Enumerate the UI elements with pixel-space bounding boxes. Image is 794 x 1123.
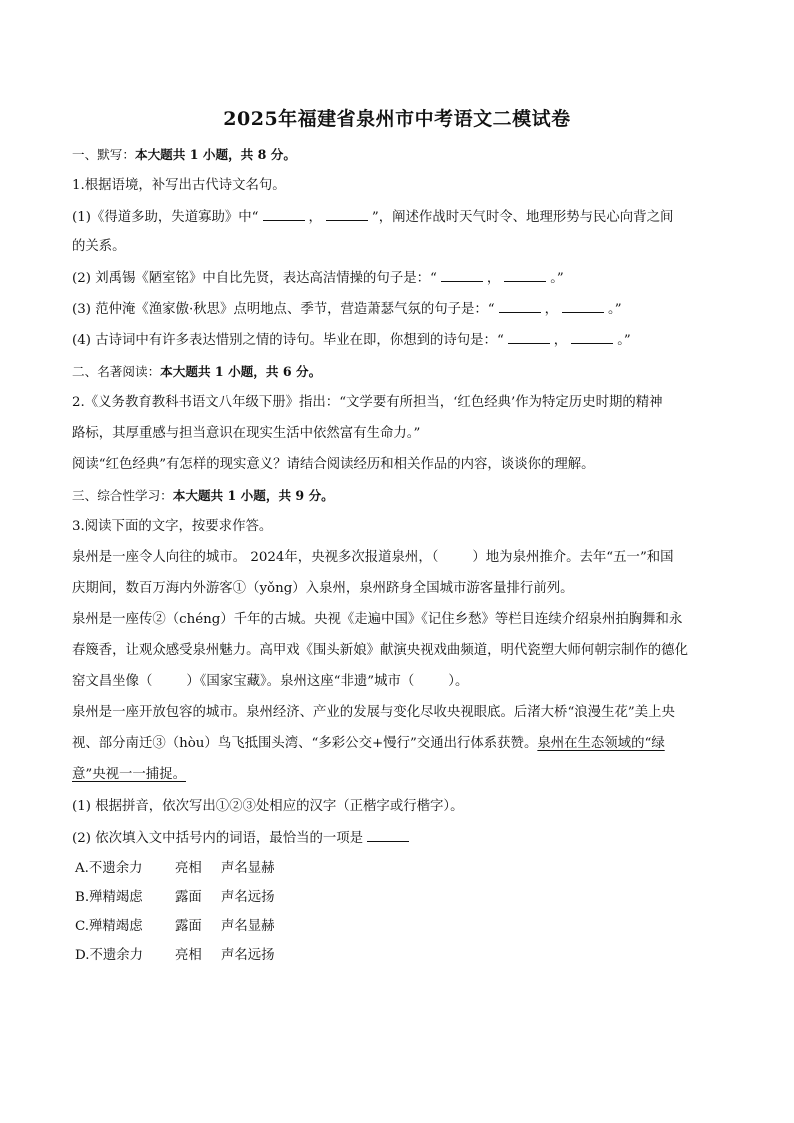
option-c-word-2: 露面 (175, 919, 202, 934)
passage-para-3-line-1: 泉州是一座开放包容的城市。泉州经济、产业的发展与变化尽收央视眼底。后渚大桥“浪漫生花”美上央 (72, 705, 675, 720)
section-1-label: 一、默写： (72, 147, 135, 162)
option-c-word-3: 声名显赫 (221, 919, 275, 934)
answer-blank[interactable] (499, 300, 541, 313)
question-3-sub-1: (1) 根据拼音，依次写出①②③处相应的汉字（正楷字或行楷字）。 (72, 799, 464, 814)
section-heading-1 (72, 146, 722, 164)
option-d-word-3: 声名远扬 (221, 948, 275, 963)
underlined-sentence-cont: 意”央视一一捕捉。 (72, 767, 186, 782)
para3-text-b1: 视、部分南迁③（hòu）鸟飞抵围头湾、“多彩公交+慢行”交通出行体系获赞。 (72, 736, 538, 751)
passage-para-3-line-2 (72, 735, 722, 753)
q1-p2-text-a: (2) 刘禹锡《陋室铭》中自比先贤，表达高洁情操的句子是：“ (72, 271, 437, 286)
answer-blank[interactable] (562, 300, 604, 313)
section-1-info: 本大题共 1 小题，共 8 分。 (134, 147, 296, 162)
para2-text-c3: ）。 (448, 674, 469, 689)
question-2-line-3: 阅读“红色经典”有怎样的现实意义？请结合阅读经历和相关作品的内容，谈谈你的理解。 (72, 457, 595, 472)
para2-text-c1: 窑文昌坐像（ (72, 674, 153, 689)
para1-text-b: ）地为泉州推介。去年“五一”和国 (472, 550, 674, 565)
option-a-word-2: 亮相 (175, 861, 202, 876)
option-c[interactable] (75, 915, 275, 934)
option-b-word-1: B.殚精竭虑 (75, 890, 143, 905)
answer-blank[interactable] (367, 829, 409, 842)
q1-p3-text-a: (3) 范仲淹《渔家傲·秋思》点明地点、季节，营造萧瑟气氛的句子是：“ (72, 302, 495, 317)
option-d[interactable] (75, 944, 275, 963)
question-1-stem: 1.根据语境，补写出古代诗文名句。 (72, 178, 286, 193)
q1-p4-sep: ， (553, 333, 568, 348)
option-a-word-1: A.不遗余力 (75, 861, 143, 876)
answer-blank[interactable] (504, 269, 546, 282)
passage-para-2-line-3 (72, 673, 722, 691)
answer-blank[interactable] (263, 208, 305, 221)
question-2-line-1: 2.《义务教育教科书语文八年级下册》指出：“文学要有所担当，‘红色经典’作为特定历史时期的精神 (72, 395, 663, 410)
q1-p4-text-b: 。” (617, 333, 631, 348)
underlined-sentence: 泉州在生态领域的“绿 (537, 736, 665, 751)
question-2-line-2: 路标，其厚重感与担当意识在现实生活中依然富有生命力。” (72, 426, 421, 441)
section-3-info: 本大题共 1 小题，共 9 分。 (172, 488, 334, 503)
passage-para-1-line-2: 庆期间，数百万海内外游客①（yǒng）入泉州，泉州跻身全国城市游客量排行前列。 (72, 581, 574, 596)
q1-p2-text-b: 。” (550, 271, 564, 286)
passage-para-1-line-1 (72, 549, 722, 567)
option-b[interactable] (75, 886, 275, 905)
option-b-word-3: 声名远扬 (221, 890, 275, 905)
question-1-part-3 (72, 300, 722, 319)
option-a-word-3: 声名显赫 (221, 861, 275, 876)
option-b-word-2: 露面 (175, 890, 202, 905)
passage-para-3-line-3 (72, 766, 722, 784)
q1-p3-sep: ， (544, 302, 559, 317)
option-d-word-1: D.不遗余力 (75, 948, 144, 963)
passage-para-2-line-2: 春篾香，让观众感受泉州魅力。高甲戏《围头新娘》献演央视戏曲频道，明代瓷塑大师何朝宗制作的德化 (72, 643, 688, 658)
q1-p1-text-a: (1)《得道多助，失道寡助》中“ (72, 210, 259, 225)
question-3-sub-2 (72, 829, 722, 848)
answer-blank[interactable] (508, 331, 550, 344)
question-1-part-4 (72, 331, 722, 350)
q1-p2-sep: ， (486, 271, 501, 286)
question-3-stem: 3.阅读下面的文字，按要求作答。 (72, 519, 273, 534)
section-2-info: 本大题共 1 小题，共 6 分。 (160, 364, 322, 379)
q1-p4-text-a: (4) 古诗词中有许多表达惜别之情的诗句。毕业在即，你想到的诗句是：“ (72, 333, 504, 348)
section-2-label: 二、名著阅读： (72, 364, 161, 379)
question-1-part-2 (72, 269, 722, 288)
option-c-word-1: C.殚精竭虑 (75, 919, 143, 934)
answer-blank[interactable] (571, 331, 613, 344)
passage-para-2-line-1: 泉州是一座传②（chéng）千年的古城。央视《走遍中国》《记住乡愁》等栏目连续介绍泉州拍胸舞和永 (72, 612, 683, 627)
section-heading-3 (72, 487, 722, 505)
answer-blank[interactable] (326, 208, 368, 221)
para2-text-c2: ）《国家宝藏》。泉州这座“非遗”城市（ (186, 674, 415, 689)
option-d-word-2: 亮相 (175, 948, 202, 963)
section-3-label: 三、综合性学习： (72, 488, 173, 503)
option-a[interactable] (75, 857, 275, 876)
question-1-part-1 (72, 208, 722, 227)
question-1-part-1-cont: 的关系。 (72, 239, 126, 254)
q1-p1-sep: ， (308, 210, 322, 225)
section-heading-2 (72, 363, 722, 381)
sub2-text: (2) 依次填入文中括号内的词语，最恰当的一项是 (72, 831, 364, 846)
q1-p1-text-b: ”，阐述作战时天气时令、地理形势与民心向背之间 (371, 210, 674, 225)
q1-p3-text-b: 。” (608, 302, 622, 317)
answer-blank[interactable] (441, 269, 483, 282)
page-title: 2025年福建省泉州市中考语文二模试卷 (223, 108, 571, 130)
para1-text-a: 泉州是一座令人向往的城市。 2024年，央视多次报道泉州，（ (72, 550, 439, 565)
